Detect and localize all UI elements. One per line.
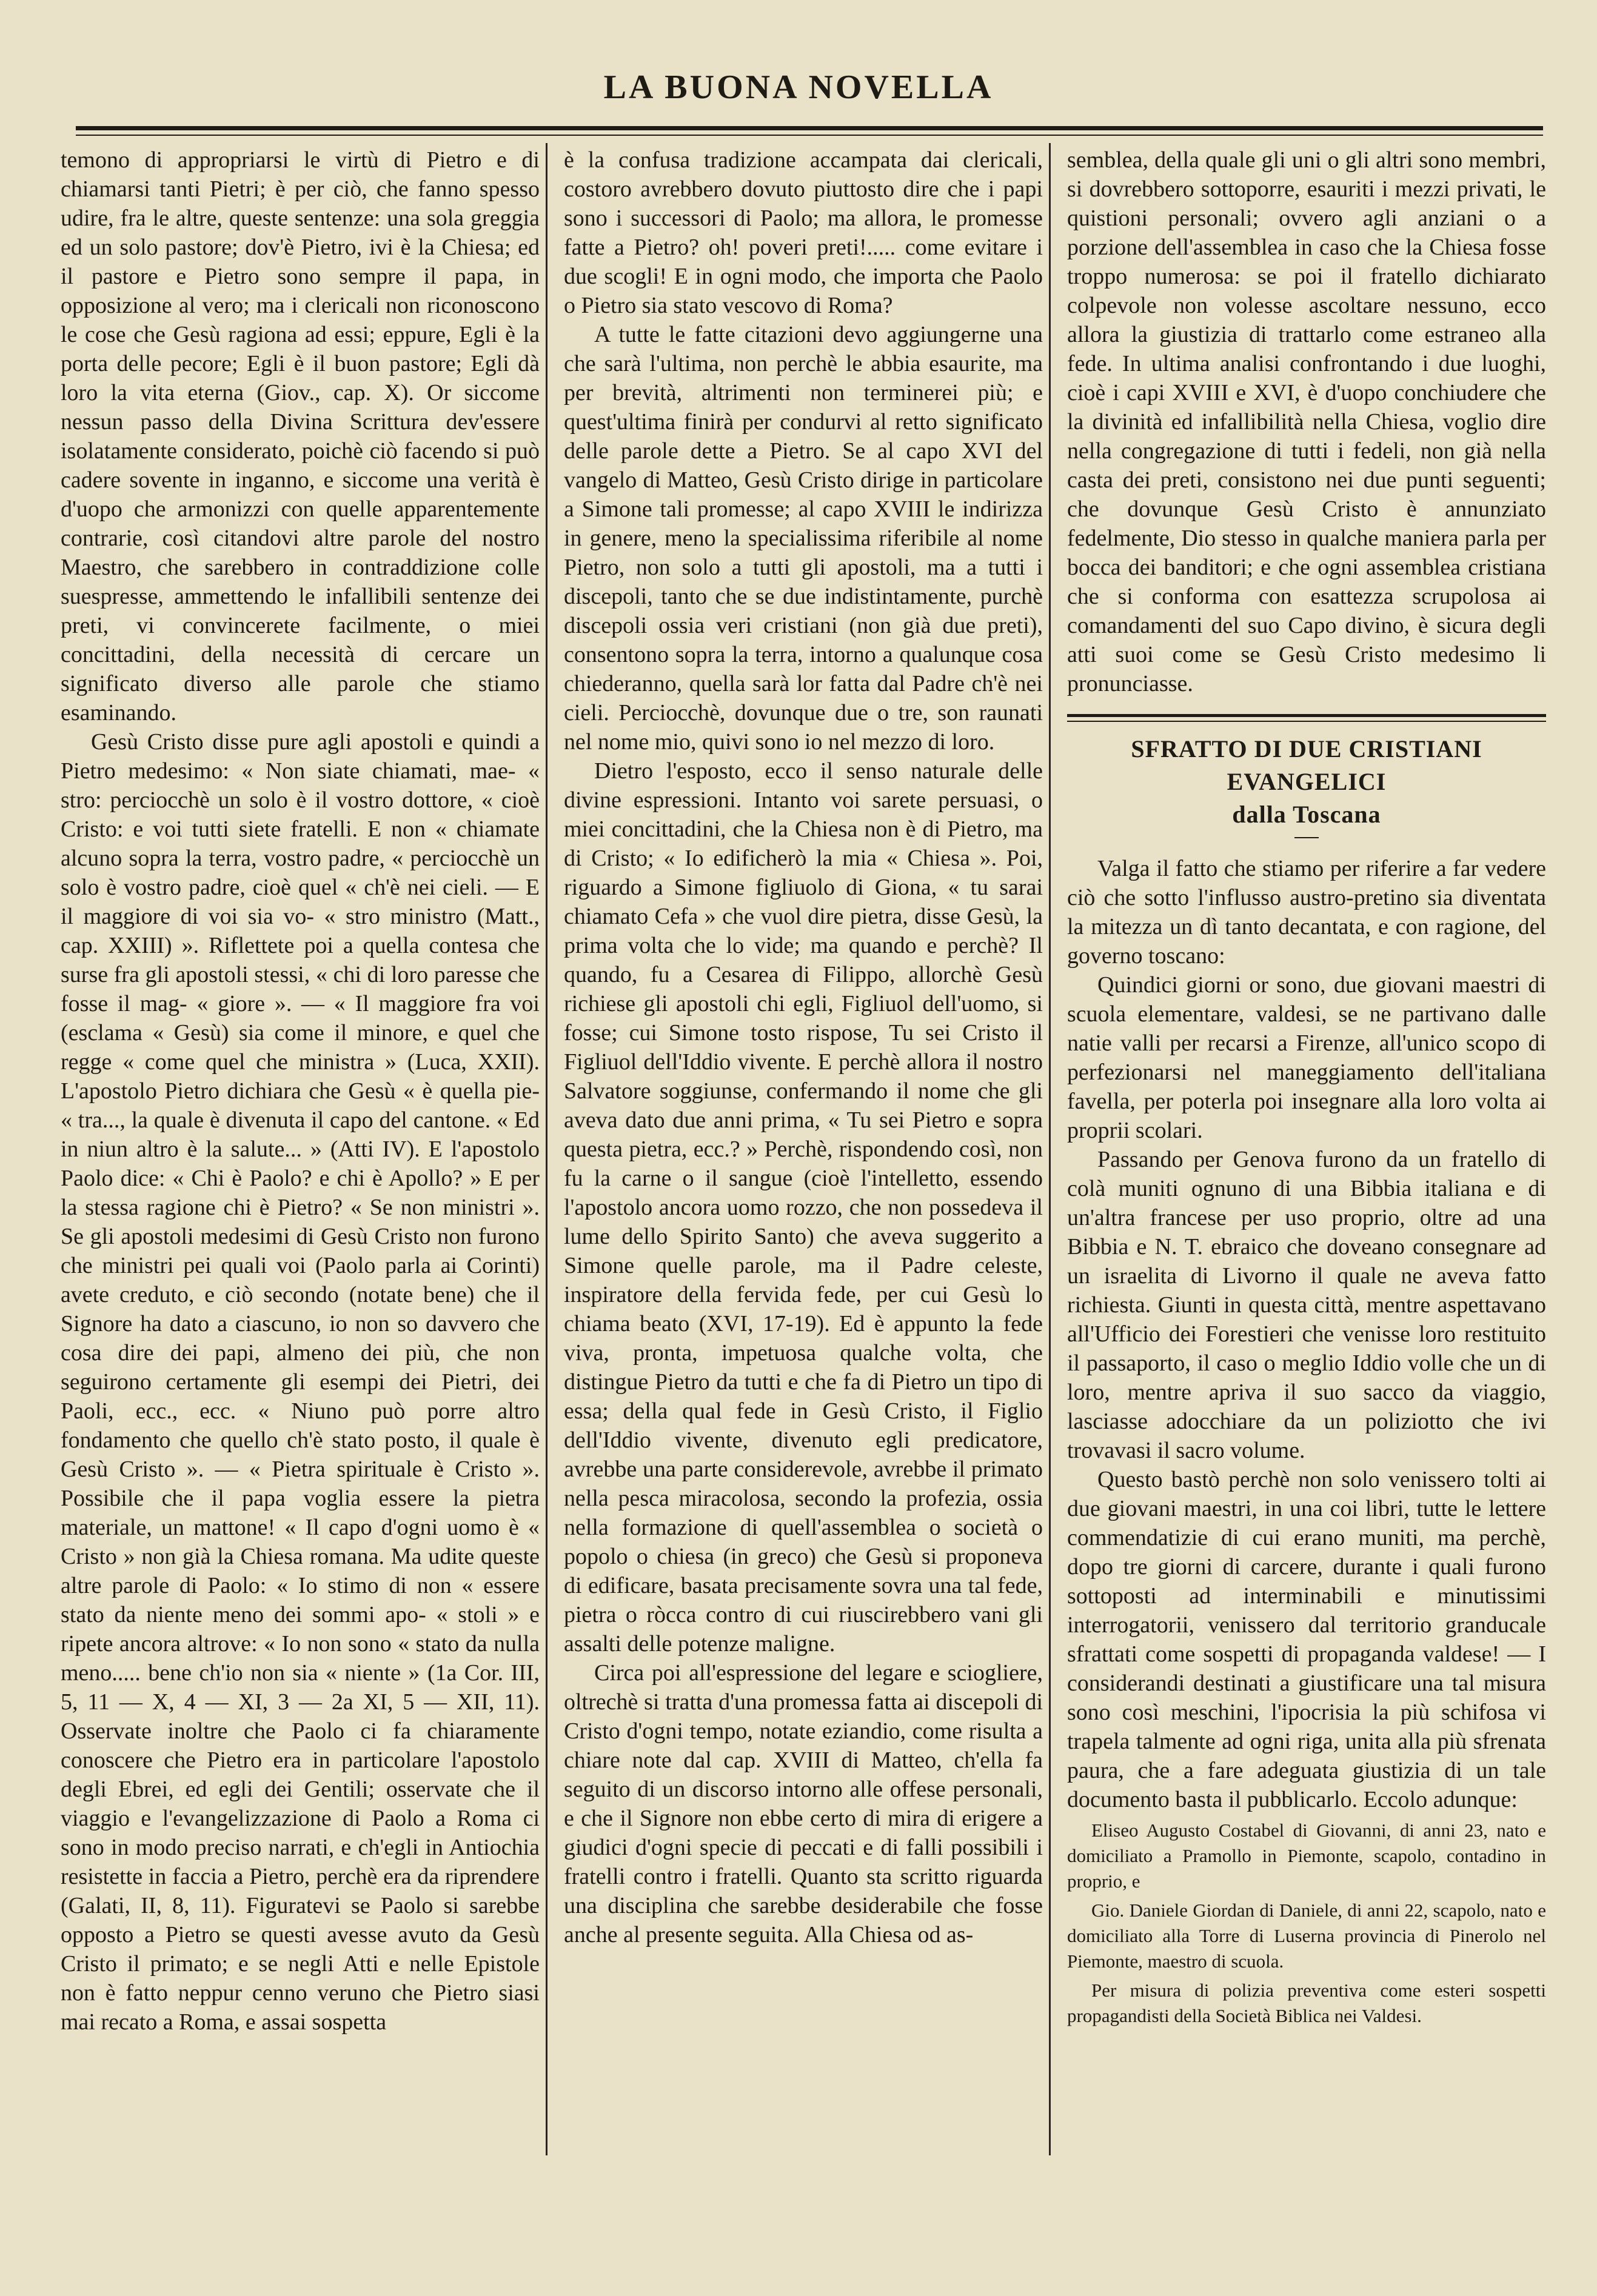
- masthead-rule-thick: [76, 126, 1543, 130]
- column-divider-right: [1049, 143, 1051, 2155]
- column-divider-left: [546, 143, 547, 2155]
- paragraph: Circa poi all'espressione del legare e sciogliere, oltrechè si tratta d'una promessa fatta ai discepoli di Cristo d'ogni tempo, notate eziandio, come risulta a chiare note dal cap. XVIII di Matteo, ch'ella fa seguito di un discorso intorno alle offese personali, e che il Signore non ebbe certo di mira di erigere a giudici d'ogni specie di peccati e di falli possibili i fratelli contro i fratelli. Quanto sta scritto riguarda una disciplina che sarebbe desiderabile che fosse anche al presente seguita. Alla Chiesa od as-: [564, 1660, 1043, 1947]
- paragraph: Passando per Genova furono da un fratello di colà muniti ognuno di una Bibbia italiana e di un'altra francese per uso proprio, oltre ad una Bibbia e N. T. ebraico che doveano consegnare ad un israelita di Livorno il quale ne aveva fatto richiesta. Giunti in questa città, mentre aspettavano all'Ufficio dei Forestieri che venisse loro restituito il passaporto, il caso o meglio Iddio volle che un di loro, mentre apriva il suo sacco da viaggio, lasciasse adocchiare da un poliziotto che ivi trovavasi il sacro volume.: [1067, 1147, 1546, 1463]
- decree-entry: Per misura di polizia preventiva come esteri sospetti propagandisti della Società Biblica nei Valdesi.: [1067, 1980, 1546, 2026]
- section-title: SFRATTO DI DUE CRISTIANI EVANGELICI: [1131, 735, 1482, 795]
- section-subtitle: dalla Toscana: [1232, 801, 1381, 828]
- section-rule-thin: [1067, 721, 1546, 722]
- paragraph: temono di appropriarsi le virtù di Pietro e di chiamarsi tanti Pietri; è per ciò, che fanno spesso udire, fra le altre, queste sentenze: una sola greggia ed un solo pastore; dov'è Pietro, ivi è la Chiesa; ed il pastore e Pietro sono sempre il papa, in opposizione al vero; ma i clericali non riconoscono le cose che Gesù ragiona ad essi; eppure, Egli è la porta delle pecore; Egli è il buon pastore; Egli dà loro la vita eterna (Giov., cap. X). Or siccome nessun passo della Divina Scrittura dev'essere isolatamente considerato, poichè ciò facendo si può cadere sovente in inganno, e siccome una verità è d'uopo che armonizzi con quelle apparentemente contrarie, così citandovi altre parole del nostro Maestro, che sarebbero in contraddizione colle suespresse, ammettendo le infallibili sentenze dei preti, vi convincerete facilmente, o miei concittadini, della necessità di cercare un significato diverso alle parole che stiamo esaminando.: [61, 147, 540, 726]
- paragraph: Valga il fatto che stiamo per riferire a far vedere ciò che sotto l'influsso austro-pretino sia diventata la mitezza un dì tanto decantata, e con ragione, del governo toscano:: [1067, 856, 1546, 969]
- column-right: [1067, 145, 1546, 2029]
- decree-entry: Gio. Daniele Giordan di Daniele, di anni 22, scapolo, nato e domiciliato alla Torre di Luserna provincia di Pinerolo nel Piemonte, maestro di scuola.: [1067, 1900, 1546, 1972]
- section-rule-thick: [1067, 714, 1546, 717]
- masthead-title: LA BUONA NOVELLA: [603, 68, 994, 106]
- column-left: [61, 145, 540, 2037]
- masthead-rule-thin: [76, 135, 1543, 136]
- section-short-rule: [1294, 837, 1319, 838]
- paragraph: Dietro l'esposto, ecco il senso naturale delle divine espressioni. Intanto voi sarete persuasi, o miei concittadini, che la Chiesa non è di Pietro, ma di Cristo; « Io edificherò la mia « Chiesa ». Poi, riguardo a Simone figliuolo di Giona, « tu sarai chiamato Cefa » che vuol dire pietra, disse Gesù, la prima volta che lo vide; ma quando e perchè? Il quando, fu a Cesarea di Filippo, allorchè Gesù richiese gli apostoli chi egli, Figliuol dell'uomo, si fosse; cui Simone tosto rispose, Tu sei Cristo il Figliuol dell'Iddio vivente. E perchè allora il nostro Salvatore soggiunse, confermando il nome che gli aveva dato due anni prima, « Tu sei Pietro e sopra questa pietra, ecc.? » Perchè, rispondendo così, non fu la carne o il sangue (cioè l'intelletto, essendo l'apostolo ancora uomo rozzo, che non possedeva il lume dello Spirito Santo) che aveva suggerito a Simone quelle parole, ma il Padre celeste, inspiratore della fervida fede, per cui Gesù lo chiama beato (XVI, 17-19). Ed è appunto la fede viva, pronta, impetuosa qualche volta, che distingue Pietro da tutti e che fa di Pietro un tipo di essa; della qual fede in Gesù Cristo, il Figlio dell'Iddio vivente, divenuto egli predicatore, avrebbe una parte considerevole, avrebbe il primato nella pesca miracolosa, secondo la profezia, ossia nella formazione di quell'assemblea o società o popolo o chiesa (in greco) che Gesù si proponeva di edificare, basata precisamente sovra una tal fede, pietra o ròcca contro di cui riuscirebbero vani gli assalti delle potenze maligne.: [564, 758, 1043, 1657]
- paragraph: è la confusa tradizione accampata dai clericali, costoro avrebbero dovuto piuttosto dire che i papi sono i successori di Paolo; ma allora, le promesse fatte a Pietro? oh! poveri preti!..... come evitare i due scogli! E in ogni modo, che importa che Paolo o Pietro sia stato vescovo di Roma?: [564, 147, 1043, 318]
- decree-entry: Eliseo Augusto Costabel di Giovanni, di anni 23, nato e domiciliato a Pramollo in Piemonte, scapolo, contadino in proprio, e: [1067, 1820, 1546, 1892]
- paragraph: Gesù Cristo disse pure agli apostoli e quindi a Pietro medesimo: « Non siate chiamati, mae- « stro: perciocchè un solo è il vostro dottore, « cioè Cristo: e voi tutti siete fratelli. E non « chiamate alcuno sopra la terra, vostro padre, « perciocchè un solo è vostro padre, cioè quel « ch'è nei cieli. — E il maggiore di voi sia vo- « stro ministro (Matt., cap. XXIII) ». Riflettete poi a quella contesa che surse fra gli apostoli stessi, « chi di loro paresse che fosse il mag- « giore ». — « Il maggiore fra voi (esclama « Gesù) sia come il minore, e quel che regge « come quel che ministra » (Luca, XXII). L'apostolo Pietro dichiara che Gesù « è quella pie- « tra..., la quale è divenuta il capo del cantone. « Ed in niun altro è la salute... » (Atti IV). E l'apostolo Paolo dice: « Chi è Paolo? e chi è Apollo? » E per la stessa ragione chi è Pietro? « Se non ministri ». Se gli apostoli medesimi di Gesù Cristo non furono che ministri pei quali voi (Paolo parla ai Corinti) avete creduto, e ciò secondo (notate bene) che il Signore ha dato a ciascuno, io non so davvero che cosa dire dei papi, almeno dei più, che non seguirono certamente gli esempi dei Pietri, dei Paoli, ecc., ecc. « Niuno può porre altro fondamento che quello ch'è stato posto, il quale è Gesù Cristo ». — « Pietra spirituale è Cristo ». Possibile che il papa voglia essere la pietra materiale, un mattone! « Il capo d'ogni uomo è « Cristo » non già la Chiesa romana. Ma udite queste altre parole di Paolo: « Io stimo di non « essere stato da niente meno dei sommi apo- « stoli » e ripete ancora altrove: « Io non sono « stato da nulla meno..... bene ch'io non sia « niente » (1a Cor. III, 5, 11 — X, 4 — XI, 3 — 2a XI, 5 — XII, 11). Osservate inoltre che Paolo ci fa chiaramente conoscere che Pietro era in particolare l'apostolo degli Ebrei, ed egli dei Gentili; osservate che il viaggio e l'evangelizzazione di Paolo a Roma ci sono in modo preciso narrati, e ch'egli in Antiochia resistette in faccia a Pietro, perchè era da riprendere (Galati, II, 8, 11). Figuratevi se Paolo si sarebbe opposto a Pietro se questi avesse avuto da Gesù Cristo il primato; e se negli Atti e nelle Epistole non è fatto neppur cenno veruno che Pietro siasi mai recato a Roma, e assai sospetta: [61, 729, 540, 2035]
- column-middle: [564, 145, 1043, 1949]
- paragraph: Questo bastò perchè non solo venissero tolti ai due giovani maestri, in una coi libri, tutte le lettere commendatizie di cui erano muniti, ma perchè, dopo tre giorni di carcere, durante i quali furono sottoposti ad interminabili e minutissimi interrogatorii, venissero dal territorio granducale sfrattati come sospetti di propaganda valdese! — I considerandi destinati a giustificare una tal misura sono così meschini, l'ipocrisia la più schifosa vi trapela talmente ad ogni riga, unita alla più sfrenata paura, che a fare adeguata giustizia di un tale documento basta il pubblicarlo. Eccolo adunque:: [1067, 1467, 1546, 1812]
- paragraph: A tutte le fatte citazioni devo aggiungerne una che sarà l'ultima, non perchè le abbia esaurite, ma per brevità, altrimenti non terminerei più; e quest'ultima finirà per condurvi al retto significato delle parole dette a Pietro. Se al capo XVI del vangelo di Matteo, Gesù Cristo dirige in particolare a Simone tali promesse; al capo XVIII le indirizza in genere, meno la specialissima riferibile al nome Pietro, non solo a tutti gli apostoli, ma a tutti i discepoli, tanto che se due indistintamente, purchè discepoli ossia veri cristiani (non già due preti), consentono sopra la terra, intorno a qualunque cosa chiederanno, quella sarà lor fatta dal Padre ch'è nei cieli. Perciocchè, dovunque due o tre, son raunati nel nome mio, quivi sono io nel mezzo di loro.: [564, 322, 1043, 755]
- paragraph: semblea, della quale gli uni o gli altri sono membri, si dovrebbero sottoporre, esauriti i mezzi privati, le quistioni personali; ovvero agli anziani o a porzione dell'assemblea in caso che la Chiesa fosse troppo numerosa: se poi il fratello dichiarato colpevole non volesse ascoltare nessuno, ecco allora la giustizia di trattarlo come estraneo alla fede. In ultima analisi confrontando i due luoghi, cioè i capi XVIII e XVI, è d'uopo conchiudere che la divinità ed infallibilità nella Chiesa, voglio dire nella congregazione di tutti i fedeli, non già nella casta dei preti, consistono nei due punti seguenti; che dovunque Gesù Cristo è annunziato fedelmente, Dio stesso in qualche maniera parla per bocca dei banditori; e che ogni assemblea cristiana che si conforma con esattezza scrupolosa ai comandamenti del suo Capo divino, è sicura degli atti suoi come se Gesù Cristo medesimo li pronunciasse.: [1067, 147, 1546, 696]
- paragraph: Quindici giorni or sono, due giovani maestri di scuola elementare, valdesi, se ne partivano dalle natie valli per recarsi a Firenze, all'unico scopo di perfezionarsi nel maneggiamento dell'italiana favella, per poterla poi insegnare alla loro volta ai proprii scolari.: [1067, 972, 1546, 1143]
